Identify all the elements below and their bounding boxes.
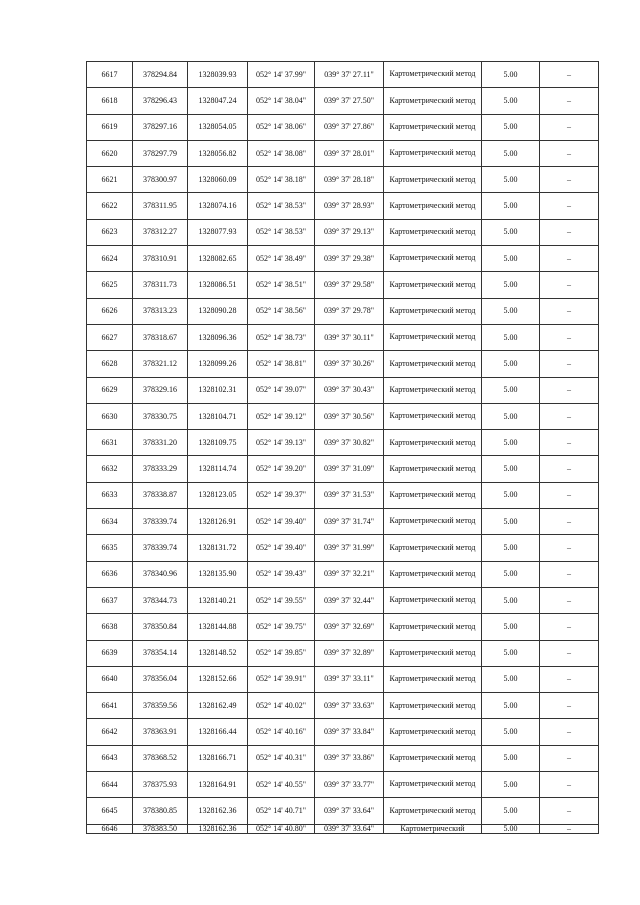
note-cell: – xyxy=(540,351,599,377)
latitude-cell: 052° 14' 38.08" xyxy=(248,140,315,166)
table-row xyxy=(87,272,599,298)
longitude-cell: 039° 37' 29.78" xyxy=(315,298,384,324)
method-cell: Картометрический метод xyxy=(384,62,482,88)
y-coordinate-cell: 1328126.91 xyxy=(188,509,248,535)
longitude-cell: 039° 37' 33.84" xyxy=(315,719,384,745)
y-coordinate-cell: 1328166.44 xyxy=(188,719,248,745)
point-number-cell: 6644 xyxy=(87,772,133,798)
point-number-cell: 6646 xyxy=(87,824,133,833)
point-number-cell: 6619 xyxy=(87,114,133,140)
table-row xyxy=(87,193,599,219)
y-coordinate-cell: 1328123.05 xyxy=(188,482,248,508)
x-coordinate-cell: 378368.52 xyxy=(133,745,188,771)
method-cell: Картометрический метод xyxy=(384,193,482,219)
latitude-cell: 052° 14' 40.02" xyxy=(248,693,315,719)
note-cell: – xyxy=(540,298,599,324)
table-row xyxy=(87,666,599,692)
longitude-cell: 039° 37' 28.01" xyxy=(315,140,384,166)
method-cell: Картометрический метод xyxy=(384,640,482,666)
table-row xyxy=(87,482,599,508)
table-row xyxy=(87,298,599,324)
accuracy-cell: 5.00 xyxy=(482,298,540,324)
note-cell: – xyxy=(540,509,599,535)
latitude-cell: 052° 14' 40.16" xyxy=(248,719,315,745)
longitude-cell: 039° 37' 32.44" xyxy=(315,587,384,613)
x-coordinate-cell: 378340.96 xyxy=(133,561,188,587)
method-cell: Картометрический метод xyxy=(384,693,482,719)
note-cell: – xyxy=(540,614,599,640)
x-coordinate-cell: 378380.85 xyxy=(133,798,188,824)
accuracy-cell: 5.00 xyxy=(482,272,540,298)
y-coordinate-cell: 1328114.74 xyxy=(188,456,248,482)
accuracy-cell: 5.00 xyxy=(482,772,540,798)
method-cell: Картометрический метод xyxy=(384,772,482,798)
point-number-cell: 6640 xyxy=(87,666,133,692)
accuracy-cell: 5.00 xyxy=(482,377,540,403)
y-coordinate-cell: 1328054.05 xyxy=(188,114,248,140)
x-coordinate-cell: 378312.27 xyxy=(133,219,188,245)
accuracy-cell: 5.00 xyxy=(482,719,540,745)
y-coordinate-cell: 1328104.71 xyxy=(188,403,248,429)
latitude-cell: 052° 14' 38.51" xyxy=(248,272,315,298)
note-cell: – xyxy=(540,140,599,166)
longitude-cell: 039° 37' 33.63" xyxy=(315,693,384,719)
point-number-cell: 6624 xyxy=(87,246,133,272)
accuracy-cell: 5.00 xyxy=(482,561,540,587)
point-number-cell: 6634 xyxy=(87,509,133,535)
note-cell: – xyxy=(540,745,599,771)
table-row xyxy=(87,377,599,403)
table-row xyxy=(87,430,599,456)
table-row xyxy=(87,62,599,88)
point-number-cell: 6625 xyxy=(87,272,133,298)
x-coordinate-cell: 378333.29 xyxy=(133,456,188,482)
coordinates-table xyxy=(86,61,599,834)
latitude-cell: 052° 14' 39.07" xyxy=(248,377,315,403)
table-row xyxy=(87,88,599,114)
latitude-cell: 052° 14' 38.18" xyxy=(248,167,315,193)
latitude-cell: 052° 14' 39.37" xyxy=(248,482,315,508)
longitude-cell: 039° 37' 30.11" xyxy=(315,324,384,350)
table-row xyxy=(87,719,599,745)
table-row xyxy=(87,456,599,482)
method-cell: Картометрический метод xyxy=(384,666,482,692)
table-row xyxy=(87,561,599,587)
y-coordinate-cell: 1328077.93 xyxy=(188,219,248,245)
method-cell: Картометрический метод xyxy=(384,377,482,403)
longitude-cell: 039° 37' 28.18" xyxy=(315,167,384,193)
y-coordinate-cell: 1328096.36 xyxy=(188,324,248,350)
method-cell: Картометрический метод xyxy=(384,561,482,587)
note-cell: – xyxy=(540,403,599,429)
coordinates-table-body xyxy=(87,62,599,834)
accuracy-cell: 5.00 xyxy=(482,456,540,482)
y-coordinate-cell: 1328102.31 xyxy=(188,377,248,403)
table-row xyxy=(87,324,599,350)
longitude-cell: 039° 37' 33.11" xyxy=(315,666,384,692)
note-cell: – xyxy=(540,272,599,298)
latitude-cell: 052° 14' 39.91" xyxy=(248,666,315,692)
accuracy-cell: 5.00 xyxy=(482,614,540,640)
method-cell: Картометрический метод xyxy=(384,298,482,324)
method-cell: Картометрический метод xyxy=(384,219,482,245)
method-cell: Картометрический метод xyxy=(384,482,482,508)
note-cell: – xyxy=(540,167,599,193)
method-cell: Картометрический метод xyxy=(384,614,482,640)
point-number-cell: 6626 xyxy=(87,298,133,324)
table-row xyxy=(87,640,599,666)
point-number-cell: 6621 xyxy=(87,167,133,193)
y-coordinate-cell: 1328166.71 xyxy=(188,745,248,771)
table-row xyxy=(87,219,599,245)
note-cell: – xyxy=(540,193,599,219)
y-coordinate-cell: 1328086.51 xyxy=(188,272,248,298)
note-cell: – xyxy=(540,824,599,833)
latitude-cell: 052° 14' 39.55" xyxy=(248,587,315,613)
note-cell: – xyxy=(540,482,599,508)
longitude-cell: 039° 37' 31.53" xyxy=(315,482,384,508)
note-cell: – xyxy=(540,561,599,587)
y-coordinate-cell: 1328074.16 xyxy=(188,193,248,219)
y-coordinate-cell: 1328164.91 xyxy=(188,772,248,798)
longitude-cell: 039° 37' 33.64" xyxy=(315,824,384,833)
x-coordinate-cell: 378311.95 xyxy=(133,193,188,219)
x-coordinate-cell: 378313.23 xyxy=(133,298,188,324)
accuracy-cell: 5.00 xyxy=(482,824,540,833)
longitude-cell: 039° 37' 31.74" xyxy=(315,509,384,535)
latitude-cell: 052° 14' 38.53" xyxy=(248,219,315,245)
point-number-cell: 6620 xyxy=(87,140,133,166)
y-coordinate-cell: 1328135.90 xyxy=(188,561,248,587)
table-row xyxy=(87,403,599,429)
method-cell: Картометрический xyxy=(384,824,482,833)
table-row xyxy=(87,824,599,833)
latitude-cell: 052° 14' 39.40" xyxy=(248,535,315,561)
method-cell: Картометрический метод xyxy=(384,456,482,482)
point-number-cell: 6617 xyxy=(87,62,133,88)
method-cell: Картометрический метод xyxy=(384,587,482,613)
point-number-cell: 6637 xyxy=(87,587,133,613)
accuracy-cell: 5.00 xyxy=(482,140,540,166)
y-coordinate-cell: 1328099.26 xyxy=(188,351,248,377)
point-number-cell: 6641 xyxy=(87,693,133,719)
accuracy-cell: 5.00 xyxy=(482,640,540,666)
method-cell: Картометрический метод xyxy=(384,167,482,193)
latitude-cell: 052° 14' 37.99" xyxy=(248,62,315,88)
x-coordinate-cell: 378359.56 xyxy=(133,693,188,719)
longitude-cell: 039° 37' 27.86" xyxy=(315,114,384,140)
note-cell: – xyxy=(540,377,599,403)
longitude-cell: 039° 37' 32.21" xyxy=(315,561,384,587)
accuracy-cell: 5.00 xyxy=(482,745,540,771)
method-cell: Картометрический метод xyxy=(384,140,482,166)
point-number-cell: 6618 xyxy=(87,88,133,114)
method-cell: Картометрический метод xyxy=(384,745,482,771)
accuracy-cell: 5.00 xyxy=(482,324,540,350)
table-row xyxy=(87,587,599,613)
table-row xyxy=(87,509,599,535)
latitude-cell: 052° 14' 38.53" xyxy=(248,193,315,219)
table-row xyxy=(87,772,599,798)
longitude-cell: 039° 37' 33.64" xyxy=(315,798,384,824)
y-coordinate-cell: 1328090.28 xyxy=(188,298,248,324)
y-coordinate-cell: 1328060.09 xyxy=(188,167,248,193)
x-coordinate-cell: 378294.84 xyxy=(133,62,188,88)
point-number-cell: 6642 xyxy=(87,719,133,745)
latitude-cell: 052° 14' 38.04" xyxy=(248,88,315,114)
x-coordinate-cell: 378338.87 xyxy=(133,482,188,508)
x-coordinate-cell: 378350.84 xyxy=(133,614,188,640)
note-cell: – xyxy=(540,798,599,824)
method-cell: Картометрический метод xyxy=(384,509,482,535)
accuracy-cell: 5.00 xyxy=(482,535,540,561)
x-coordinate-cell: 378363.91 xyxy=(133,719,188,745)
latitude-cell: 052° 14' 39.13" xyxy=(248,430,315,456)
method-cell: Картометрический метод xyxy=(384,324,482,350)
longitude-cell: 039° 37' 33.86" xyxy=(315,745,384,771)
table-row xyxy=(87,114,599,140)
latitude-cell: 052° 14' 40.31" xyxy=(248,745,315,771)
latitude-cell: 052° 14' 40.71" xyxy=(248,798,315,824)
method-cell: Картометрический метод xyxy=(384,246,482,272)
accuracy-cell: 5.00 xyxy=(482,509,540,535)
longitude-cell: 039° 37' 33.77" xyxy=(315,772,384,798)
accuracy-cell: 5.00 xyxy=(482,666,540,692)
method-cell: Картометрический метод xyxy=(384,719,482,745)
accuracy-cell: 5.00 xyxy=(482,798,540,824)
y-coordinate-cell: 1328039.93 xyxy=(188,62,248,88)
longitude-cell: 039° 37' 29.38" xyxy=(315,246,384,272)
y-coordinate-cell: 1328148.52 xyxy=(188,640,248,666)
table-row xyxy=(87,351,599,377)
x-coordinate-cell: 378329.16 xyxy=(133,377,188,403)
point-number-cell: 6631 xyxy=(87,430,133,456)
accuracy-cell: 5.00 xyxy=(482,587,540,613)
x-coordinate-cell: 378311.73 xyxy=(133,272,188,298)
x-coordinate-cell: 378310.91 xyxy=(133,246,188,272)
x-coordinate-cell: 378383.50 xyxy=(133,824,188,833)
latitude-cell: 052° 14' 40.55" xyxy=(248,772,315,798)
latitude-cell: 052° 14' 38.81" xyxy=(248,351,315,377)
longitude-cell: 039° 37' 32.89" xyxy=(315,640,384,666)
method-cell: Картометрический метод xyxy=(384,88,482,114)
x-coordinate-cell: 378354.14 xyxy=(133,640,188,666)
latitude-cell: 052° 14' 38.06" xyxy=(248,114,315,140)
latitude-cell: 052° 14' 39.12" xyxy=(248,403,315,429)
method-cell: Картометрический метод xyxy=(384,535,482,561)
y-coordinate-cell: 1328152.66 xyxy=(188,666,248,692)
point-number-cell: 6639 xyxy=(87,640,133,666)
point-number-cell: 6627 xyxy=(87,324,133,350)
point-number-cell: 6632 xyxy=(87,456,133,482)
x-coordinate-cell: 378339.74 xyxy=(133,535,188,561)
longitude-cell: 039° 37' 29.13" xyxy=(315,219,384,245)
latitude-cell: 052° 14' 40.80" xyxy=(248,824,315,833)
point-number-cell: 6630 xyxy=(87,403,133,429)
note-cell: – xyxy=(540,62,599,88)
accuracy-cell: 5.00 xyxy=(482,351,540,377)
note-cell: – xyxy=(540,640,599,666)
point-number-cell: 6645 xyxy=(87,798,133,824)
longitude-cell: 039° 37' 30.82" xyxy=(315,430,384,456)
x-coordinate-cell: 378318.67 xyxy=(133,324,188,350)
latitude-cell: 052° 14' 39.85" xyxy=(248,640,315,666)
longitude-cell: 039° 37' 29.58" xyxy=(315,272,384,298)
table-row xyxy=(87,140,599,166)
y-coordinate-cell: 1328056.82 xyxy=(188,140,248,166)
note-cell: – xyxy=(540,324,599,350)
longitude-cell: 039° 37' 27.11" xyxy=(315,62,384,88)
y-coordinate-cell: 1328140.21 xyxy=(188,587,248,613)
accuracy-cell: 5.00 xyxy=(482,482,540,508)
method-cell: Картометрический метод xyxy=(384,403,482,429)
point-number-cell: 6638 xyxy=(87,614,133,640)
point-number-cell: 6629 xyxy=(87,377,133,403)
point-number-cell: 6635 xyxy=(87,535,133,561)
method-cell: Картометрический метод xyxy=(384,798,482,824)
latitude-cell: 052° 14' 38.73" xyxy=(248,324,315,350)
x-coordinate-cell: 378296.43 xyxy=(133,88,188,114)
accuracy-cell: 5.00 xyxy=(482,430,540,456)
y-coordinate-cell: 1328162.36 xyxy=(188,824,248,833)
note-cell: – xyxy=(540,772,599,798)
point-number-cell: 6643 xyxy=(87,745,133,771)
point-number-cell: 6623 xyxy=(87,219,133,245)
table-row xyxy=(87,614,599,640)
table-row xyxy=(87,246,599,272)
latitude-cell: 052° 14' 39.43" xyxy=(248,561,315,587)
table-row xyxy=(87,745,599,771)
latitude-cell: 052° 14' 39.40" xyxy=(248,509,315,535)
x-coordinate-cell: 378300.97 xyxy=(133,167,188,193)
longitude-cell: 039° 37' 30.26" xyxy=(315,351,384,377)
accuracy-cell: 5.00 xyxy=(482,193,540,219)
method-cell: Картометрический метод xyxy=(384,272,482,298)
note-cell: – xyxy=(540,535,599,561)
table-row xyxy=(87,798,599,824)
longitude-cell: 039° 37' 32.69" xyxy=(315,614,384,640)
accuracy-cell: 5.00 xyxy=(482,693,540,719)
accuracy-cell: 5.00 xyxy=(482,88,540,114)
x-coordinate-cell: 378356.04 xyxy=(133,666,188,692)
point-number-cell: 6636 xyxy=(87,561,133,587)
latitude-cell: 052° 14' 38.49" xyxy=(248,246,315,272)
x-coordinate-cell: 378330.75 xyxy=(133,403,188,429)
longitude-cell: 039° 37' 31.99" xyxy=(315,535,384,561)
y-coordinate-cell: 1328131.72 xyxy=(188,535,248,561)
longitude-cell: 039° 37' 28.93" xyxy=(315,193,384,219)
x-coordinate-cell: 378339.74 xyxy=(133,509,188,535)
longitude-cell: 039° 37' 31.09" xyxy=(315,456,384,482)
table-row xyxy=(87,167,599,193)
x-coordinate-cell: 378331.20 xyxy=(133,430,188,456)
accuracy-cell: 5.00 xyxy=(482,219,540,245)
x-coordinate-cell: 378297.79 xyxy=(133,140,188,166)
latitude-cell: 052° 14' 38.56" xyxy=(248,298,315,324)
table-row xyxy=(87,535,599,561)
longitude-cell: 039° 37' 30.43" xyxy=(315,377,384,403)
y-coordinate-cell: 1328082.65 xyxy=(188,246,248,272)
x-coordinate-cell: 378375.93 xyxy=(133,772,188,798)
note-cell: – xyxy=(540,587,599,613)
y-coordinate-cell: 1328162.36 xyxy=(188,798,248,824)
accuracy-cell: 5.00 xyxy=(482,114,540,140)
y-coordinate-cell: 1328144.88 xyxy=(188,614,248,640)
note-cell: – xyxy=(540,719,599,745)
method-cell: Картометрический метод xyxy=(384,430,482,456)
latitude-cell: 052° 14' 39.20" xyxy=(248,456,315,482)
accuracy-cell: 5.00 xyxy=(482,246,540,272)
x-coordinate-cell: 378321.12 xyxy=(133,351,188,377)
y-coordinate-cell: 1328047.24 xyxy=(188,88,248,114)
x-coordinate-cell: 378297.16 xyxy=(133,114,188,140)
x-coordinate-cell: 378344.73 xyxy=(133,587,188,613)
point-number-cell: 6633 xyxy=(87,482,133,508)
y-coordinate-cell: 1328109.75 xyxy=(188,430,248,456)
note-cell: – xyxy=(540,246,599,272)
table-row xyxy=(87,693,599,719)
method-cell: Картометрический метод xyxy=(384,351,482,377)
note-cell: – xyxy=(540,666,599,692)
point-number-cell: 6622 xyxy=(87,193,133,219)
latitude-cell: 052° 14' 39.75" xyxy=(248,614,315,640)
note-cell: – xyxy=(540,88,599,114)
note-cell: – xyxy=(540,430,599,456)
y-coordinate-cell: 1328162.49 xyxy=(188,693,248,719)
method-cell: Картометрический метод xyxy=(384,114,482,140)
longitude-cell: 039° 37' 27.50" xyxy=(315,88,384,114)
longitude-cell: 039° 37' 30.56" xyxy=(315,403,384,429)
note-cell: – xyxy=(540,219,599,245)
accuracy-cell: 5.00 xyxy=(482,62,540,88)
note-cell: – xyxy=(540,114,599,140)
point-number-cell: 6628 xyxy=(87,351,133,377)
accuracy-cell: 5.00 xyxy=(482,167,540,193)
accuracy-cell: 5.00 xyxy=(482,403,540,429)
note-cell: – xyxy=(540,693,599,719)
note-cell: – xyxy=(540,456,599,482)
